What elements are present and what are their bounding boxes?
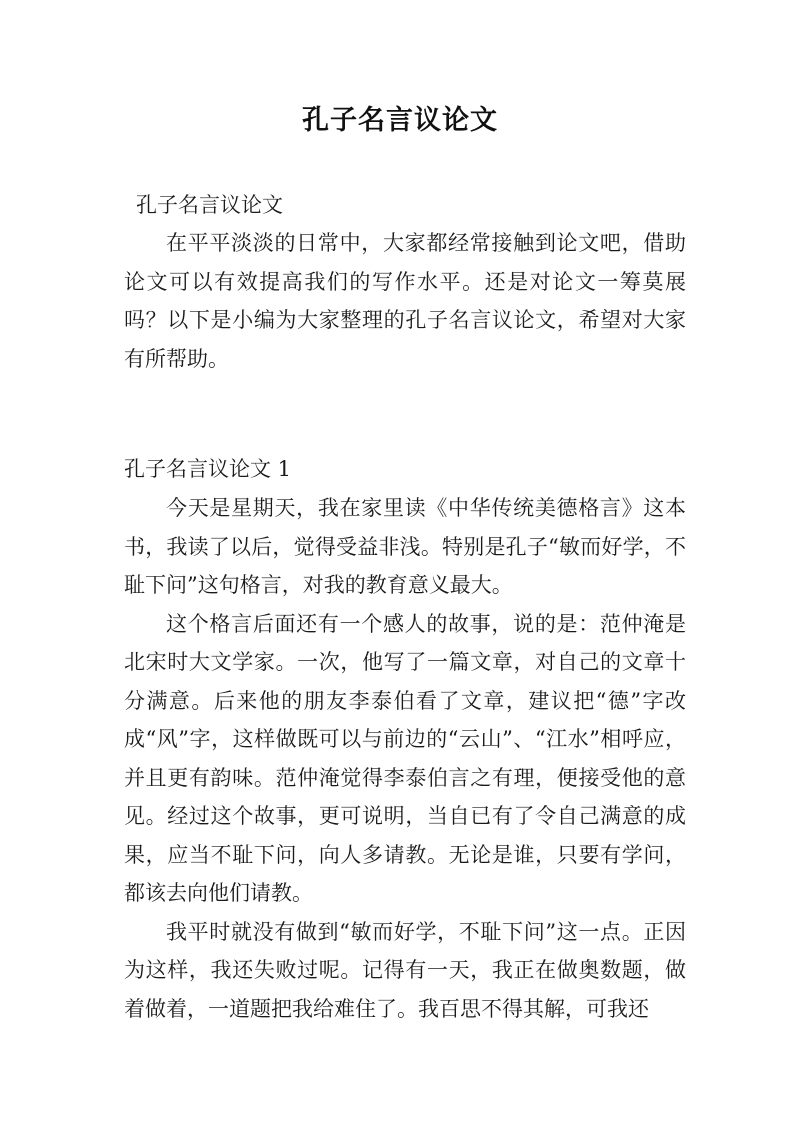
intro-paragraph: 在平平淡淡的日常中，大家都经常接触到论文吧，借助论文可以有效提高我们的写作水平。还是对论文一筹莫展吗？以下是小编为大家整理的孔子名言议论文，希望对大家有所帮助。: [124, 231, 686, 371]
body-paragraph: 今天是星期天，我在家里读《中华传统美德格言》这本书，我读了以后，觉得受益非浅。特别是孔子“敏而好学，不耻下问”这句格言，对我的教育意义最大。: [124, 496, 686, 597]
body-paragraph: 我平时就没有做到“敏而好学，不耻下问”这一点。正因为这样，我还失败过呢。记得有一天，我正在做奥数题，做着做着，一道题把我给难住了。我百思不得其解，可我还: [124, 919, 686, 1021]
essay-body: [124, 489, 686, 1028]
intro-block: [124, 224, 686, 378]
section-title: 孔子名言议论文 1: [124, 457, 292, 481]
document-title: 孔子名言议论文: [302, 105, 498, 136]
body-paragraph: 这个格言后面还有一个感人的故事，说的是：范仲淹是北宋时大文学家。一次，他写了一篇文章，对自己的文章十分满意。后来他的朋友李泰伯看了文章，建议把“德”字改成“风”字，这样做既可以与前边的“云山”、“江水”相呼应，并且更有韵味。范仲淹觉得李泰伯言之有理，便接受他的意见。经过这个故事，更可说明，当自已有了令自己满意的成果，应当不耻下问，向人多请教。无论是谁，只要有学问，都该去向他们请教。: [124, 611, 686, 905]
document-subtitle: 孔子名言议论文: [136, 193, 283, 217]
